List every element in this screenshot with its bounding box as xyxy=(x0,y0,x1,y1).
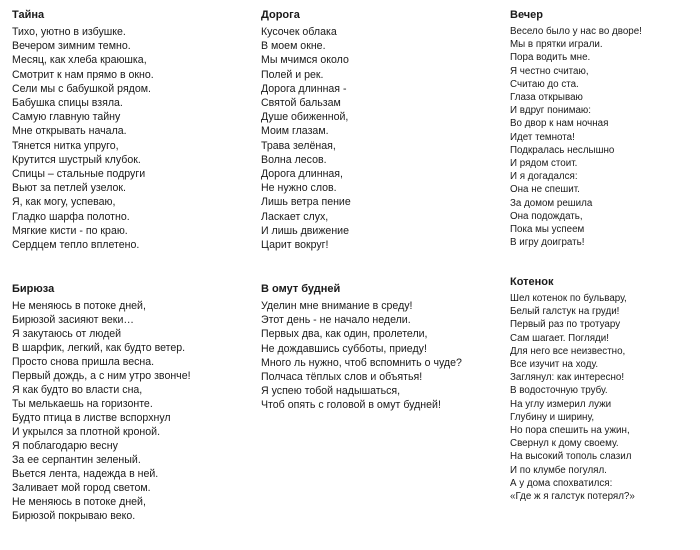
poem-line: Шел котенок по бульвару, xyxy=(510,293,627,304)
poem-line: И рядом стоит. xyxy=(510,158,578,170)
poem-line: Подкралась неслышно xyxy=(510,144,615,156)
poem-line: Пока мы успеем xyxy=(510,224,585,236)
poem-biryuza xyxy=(12,283,191,523)
poem-line: Я поблагодарю весну xyxy=(12,440,118,452)
poem-line: Заглянул: как интересно! xyxy=(510,372,625,384)
poem-line: Не меняюсь в потоке дней, xyxy=(12,496,146,508)
poem-line: Я как будто во власти сна, xyxy=(12,384,143,396)
poem-line: Смотрит к нам прямо в окно. xyxy=(12,68,154,81)
poem-line: Кусочек облака xyxy=(261,26,337,38)
poem-line: Первый раз по тротуару xyxy=(510,319,621,331)
poem-line: Вечером зимним темно. xyxy=(12,40,131,53)
poem-line: И вдруг понимаю: xyxy=(510,105,591,117)
poem-line: Я закутаюсь от людей xyxy=(12,328,122,340)
poem-title: Тайна xyxy=(12,9,45,21)
poem-line: И лишь движение xyxy=(261,224,349,237)
poem-lines xyxy=(510,25,642,249)
poem-line: За домом решила xyxy=(510,197,593,209)
poem-line: Сердцем тепло вплетено. xyxy=(12,239,140,252)
poem-line: Тихо, уютно в избушке. xyxy=(12,26,126,38)
poem-line: Свернул к дому своему. xyxy=(510,438,619,450)
poem-line: Много ль нужно, чтоб вспомнить о чуде? xyxy=(261,356,462,369)
poem-line: Вьется лента, надежда в ней. xyxy=(12,468,159,480)
poem-line: Уделин мне внимание в среду! xyxy=(261,300,413,312)
poem-line: «Где ж я галстук потерял?» xyxy=(510,491,635,503)
poem-line: А у дома спохватился: xyxy=(510,477,613,489)
poem-line: Идет темнота! xyxy=(510,131,575,143)
poem-line: Чтоб опять с головой в омут будней! xyxy=(261,399,441,412)
poem-title: Котенок xyxy=(510,276,554,288)
poem-title: Дорога xyxy=(261,9,300,21)
poem-line: Трава зелёная, xyxy=(261,139,336,152)
poem-tayna xyxy=(12,9,154,252)
poem-line: Не дождавшись субботы, приеду! xyxy=(261,342,427,355)
poem-line: Я успею тобой надышаться, xyxy=(261,385,401,398)
poem-line: Мы мчимся около xyxy=(261,54,349,67)
poem-line: И укрылся за плотной кроной. xyxy=(12,426,161,438)
poem-lines xyxy=(12,25,154,252)
poem-kotenok xyxy=(510,276,635,503)
poem-doroga xyxy=(261,9,351,252)
poem-line: В игру доиграть! xyxy=(510,237,585,249)
poem-line: Сам шагает. Погляди! xyxy=(510,332,609,344)
poem-line: Мягкие кисти - по краю. xyxy=(12,224,128,237)
poem-line: Я, как могу, успеваю, xyxy=(12,196,116,209)
poem-line: Первый дождь, а с ним утро звонче! xyxy=(12,370,191,382)
poem-line: Глаза открываю xyxy=(510,92,583,104)
poem-line: Бирюзой покрываю веко. xyxy=(12,510,136,522)
poem-line: Но пора спешить на ужин, xyxy=(510,425,630,437)
poem-line: Весело было у нас во дворе! xyxy=(510,26,642,37)
poem-line: Крутится шустрый клубок. xyxy=(12,153,141,166)
poem-line: Ласкает слух, xyxy=(261,210,329,223)
poem-line: Полей и рек. xyxy=(261,68,324,81)
poem-lines xyxy=(261,25,351,252)
poem-line: Полчаса тёплых слов и объятья! xyxy=(261,371,423,384)
poem-line: Во двор к нам ночная xyxy=(510,118,609,130)
poem-lines xyxy=(510,292,635,503)
poem-line: Гладко шарфа полотно. xyxy=(12,210,130,223)
poem-line: На углу измерил лужи xyxy=(510,398,612,410)
poem-title: В омут будней xyxy=(261,283,341,295)
poem-title: Бирюза xyxy=(12,283,55,295)
poem-line: Этот день - не начало недели. xyxy=(261,314,411,327)
poem-line: На высокий тополь слазил xyxy=(510,451,632,463)
poem-line: Пора водить мне. xyxy=(510,52,591,64)
poem-line: Душе обиженной, xyxy=(261,111,349,124)
poem-line: Она не спешит. xyxy=(510,184,580,196)
poem-line: Сели мы с бабушкой рядом. xyxy=(12,82,151,95)
poem-line: Мы в прятки играли. xyxy=(510,39,603,51)
poem-line: Она подождать, xyxy=(510,210,583,222)
poem-line: Лишь ветра пение xyxy=(261,196,351,209)
poem-line: Вьют за петлей узелок. xyxy=(12,182,126,195)
poem-line: Глубину и ширину, xyxy=(510,411,595,423)
poem-line: Месяц, как хлеба краюшка, xyxy=(12,54,147,67)
poem-line: Тянется нитка упруго, xyxy=(12,139,119,152)
poem-line: Волна лесов. xyxy=(261,153,327,166)
poem-line: В шарфик, легкий, как будто ветер. xyxy=(12,342,186,354)
poem-line: Я честно считаю, xyxy=(510,65,589,77)
poem-v-omut-budney xyxy=(261,283,462,413)
poem-line: И по клумбе погулял. xyxy=(510,464,607,476)
poem-vecher xyxy=(510,9,642,249)
poem-line: Для него все неизвестно, xyxy=(510,345,626,357)
poem-line: Просто снова пришла весна. xyxy=(12,356,155,368)
poem-line: Все изучит на ходу. xyxy=(510,359,599,371)
poem-line: И я догадался: xyxy=(510,171,578,183)
poem-line: Заливает мой город светом. xyxy=(12,482,151,494)
poem-line: Царит вокруг! xyxy=(261,239,329,252)
poem-line: Дорога длинная, xyxy=(261,168,343,181)
poem-lines xyxy=(261,299,462,413)
poem-line: Не меняюсь в потоке дней, xyxy=(12,300,146,312)
poem-line: В моем окне. xyxy=(261,40,326,53)
poem-line: За ее серпантин зеленый. xyxy=(12,454,141,466)
poem-line: В водосточную трубу. xyxy=(510,385,608,397)
poem-line: Первых два, как один, пролетели, xyxy=(261,328,428,341)
poem-line: Мне открывать начала. xyxy=(12,125,127,138)
poem-line: Бабушка спицы взяла. xyxy=(12,97,123,110)
poem-line: Моим глазам. xyxy=(261,125,329,138)
poem-line: Белый галстук на груди! xyxy=(510,306,620,318)
poem-lines xyxy=(12,299,191,523)
poem-line: Дорога длинная - xyxy=(261,82,347,95)
poem-line: Бирюзой засияют веки… xyxy=(12,314,134,326)
poem-line: Будто птица в листве вспорхнул xyxy=(12,412,171,424)
poem-line: Ты мелькаешь на горизонте. xyxy=(12,398,153,410)
poem-title: Вечер xyxy=(510,9,544,21)
poem-line: Считаю до ста. xyxy=(510,78,579,90)
poem-line: Не нужно слов. xyxy=(261,182,337,195)
poem-line: Святой бальзам xyxy=(261,97,341,110)
poem-line: Спицы – стальные подруги xyxy=(12,168,146,181)
poem-line: Самую главную тайну xyxy=(12,111,121,124)
